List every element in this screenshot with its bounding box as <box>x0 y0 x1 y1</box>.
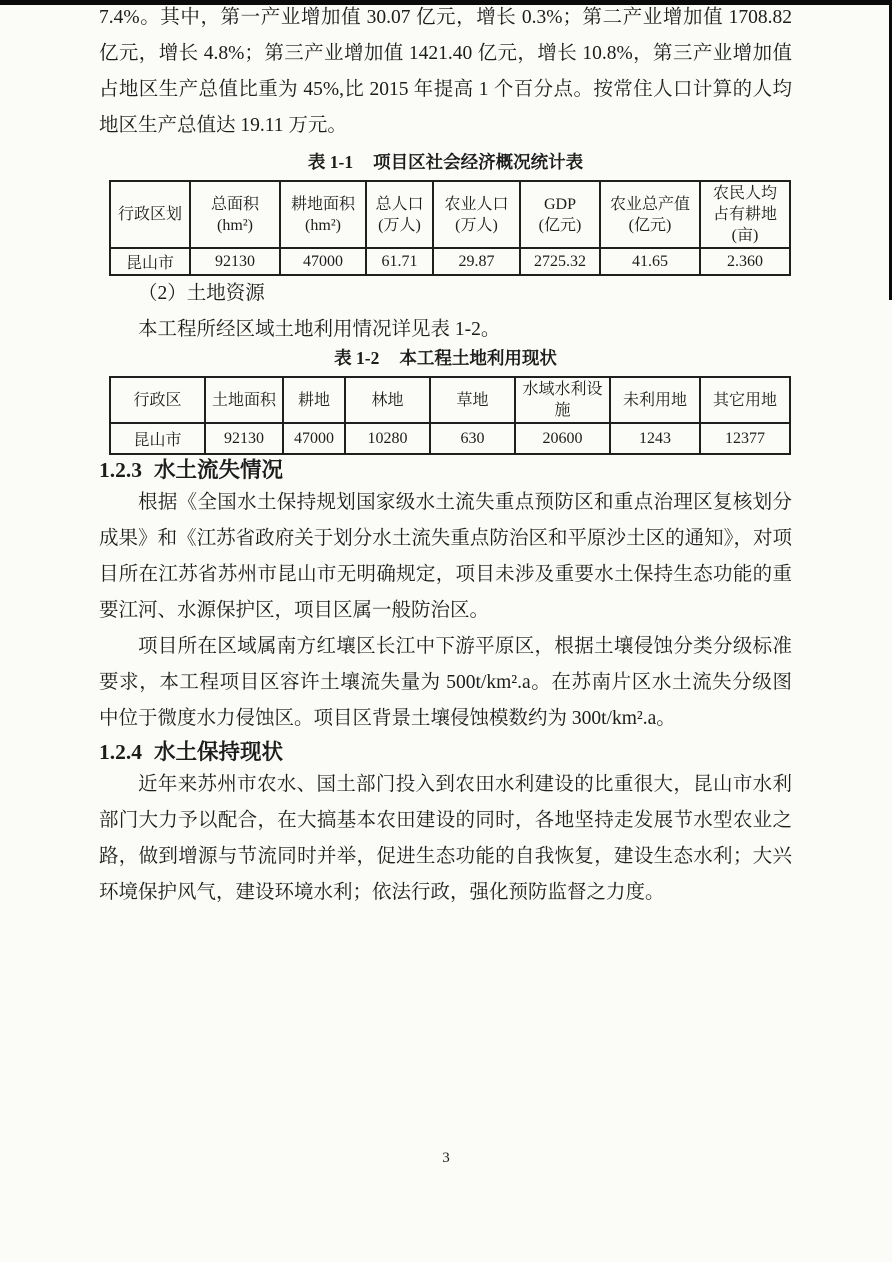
cell-water-facilities: 20600 <box>515 423 610 454</box>
header-other-land: 其它用地 <box>700 377 790 423</box>
land-use-table-header-row <box>110 377 790 423</box>
soil-conservation-paragraph: 近年来苏州市农水、国土部门投入到农田水利建设的比重很大，昆山市水利部门大力予以配合，在大搞基本农田建设的同时，各地坚持走发展节水型农业之路，做到增源与节流同时并举，促进生态功能的自我恢复，建设生态水利；大兴环境保护风气，建设环境水利；依法行政，强化预防监督之力度。 <box>99 774 792 903</box>
gdp-overview-paragraph: 7.4%。其中，第一产业增加值 30.07 亿元，增长 0.3%；第二产业增加值 1708.82 亿元，增长 4.8%；第三产业增加值 1421.40 亿元，增长 10.8%，第三产业增加值占地区生产总值比重为 45%,比 2015 年提高 1 个百分点。按常住人口计算的人均地区生产总值达 19.11 万元。 <box>99 7 792 136</box>
section-124-title: 水土保持现状 <box>154 740 284 764</box>
table1-caption-title: 项目区社会经济概况统计表 <box>373 152 584 172</box>
land-resources-label: （2）土地资源 <box>138 283 265 304</box>
page-content <box>99 0 792 911</box>
socioeconomic-table-data-row <box>110 248 790 275</box>
cell-unused: 1243 <box>610 423 700 454</box>
section-124-number: 1.2.4 <box>99 740 142 764</box>
table2-caption-number: 表 1-2 <box>334 348 380 368</box>
soil-erosion-paragraph-1: 根据《全国水土保持规划国家级水土流失重点预防区和重点治理区复核划分成果》和《江苏省政府关于划分水土流失重点防治区和平原沙土区的通知》，对项目所在江苏省苏州市昆山市无明确规定，项目未涉及重要水土保持生态功能的重要江河、水源保护区，项目区属一般防治区。 <box>99 492 792 621</box>
cell-total-population: 61.71 <box>366 248 433 275</box>
header-unused-land: 未利用地 <box>610 377 700 423</box>
cell-total-area: 92130 <box>190 248 280 275</box>
header-forest-land: 林地 <box>345 377 430 423</box>
land-use-table <box>109 376 791 455</box>
header-land-area: 土地面积 <box>205 377 283 423</box>
header-water-facilities: 水域水利设施 <box>515 377 610 423</box>
cell-city: 昆山市 <box>110 423 205 454</box>
land-use-intro: 本工程所经区域土地利用情况详见表 1-2。 <box>138 319 501 340</box>
section-123-title: 水土流失情况 <box>154 458 284 482</box>
header-admin-division: 行政区划 <box>110 181 190 248</box>
socioeconomic-table-header-row <box>110 181 790 248</box>
land-use-table-data-row <box>110 423 790 454</box>
cell-grassland: 630 <box>430 423 515 454</box>
header-agricultural-output: 农业总产值 (亿元) <box>600 181 700 248</box>
header-grassland: 草地 <box>430 377 515 423</box>
table1-caption-number: 表 1-1 <box>307 152 354 172</box>
header-admin-district: 行政区 <box>110 377 205 423</box>
cell-agricultural-output: 41.65 <box>600 248 700 275</box>
table2-caption <box>99 346 792 370</box>
soil-erosion-paragraph-2: 项目所在区域属南方红壤区长江中下游平原区，根据土壤侵蚀分类分级标准要求，本工程项目区容许土壤流失量为 500t/km².a。在苏南片区水土流失分级图中位于微度水力侵蚀区。项目区背景土壤侵蚀模数约为 300t/km².a。 <box>99 636 792 729</box>
table1-caption <box>99 150 792 174</box>
table2-caption-title: 本工程土地利用现状 <box>399 348 557 368</box>
header-gdp: GDP (亿元) <box>520 181 600 248</box>
header-per-capita-farmland: 农民人均 占有耕地(亩) <box>700 181 790 248</box>
cell-city-name: 昆山市 <box>110 248 190 275</box>
cell-land-area: 92130 <box>205 423 283 454</box>
cell-agricultural-population: 29.87 <box>433 248 520 275</box>
header-agricultural-population: 农业人口 (万人) <box>433 181 520 248</box>
cell-forest: 10280 <box>345 423 430 454</box>
page-number: 3 <box>442 1150 450 1166</box>
cell-cultivated-area: 47000 <box>280 248 366 275</box>
header-total-area: 总面积 (hm²) <box>190 181 280 248</box>
cell-per-capita-farmland: 2.360 <box>700 248 790 275</box>
socioeconomic-table <box>109 180 791 276</box>
header-cultivated-area: 耕地面积 (hm²) <box>280 181 366 248</box>
cell-gdp: 2725.32 <box>520 248 600 275</box>
cell-other: 12377 <box>700 423 790 454</box>
section-124-heading <box>99 737 792 767</box>
section-123-number: 1.2.3 <box>99 458 142 482</box>
header-farmland: 耕地 <box>283 377 345 423</box>
header-total-population: 总人口 (万人) <box>366 181 433 248</box>
section-123-heading <box>99 455 792 485</box>
cell-farmland: 47000 <box>283 423 345 454</box>
